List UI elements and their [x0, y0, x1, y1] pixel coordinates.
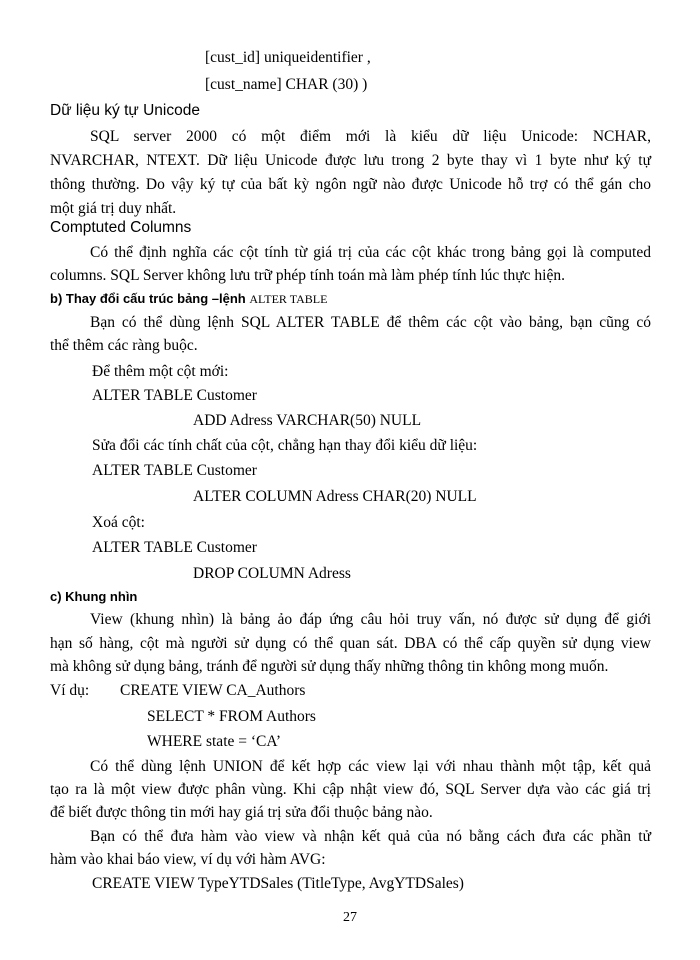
page-number: 27 [343, 910, 357, 925]
code-line: ALTER TABLE Customer [92, 539, 257, 556]
paragraph-line: Có thể dùng lệnh UNION để kết hợp các view lại với nhau thành một tập, kết quả [90, 758, 651, 775]
code-line: SELECT * FROM Authors [147, 708, 316, 725]
paragraph-line: NVARCHAR, NTEXT. Dữ liệu Unicode được lưu trong 2 byte thay vì 1 byte như ký tự [50, 152, 651, 169]
code-line: ALTER TABLE Customer [92, 387, 257, 404]
subsection-heading [50, 289, 327, 309]
paragraph-line: để biết được thông tin mới hay giá trị sửa đổi thuộc bảng nào. [50, 804, 433, 821]
code-line: CREATE VIEW TypeYTDSales (TitleType, AvgYTDSales) [92, 875, 464, 892]
paragraph-line: hạn số hàng, cột mà người sử dụng có thể quan sát. DBA có thể cấp quyền sử dụng view [50, 635, 651, 652]
paragraph-line: SQL server 2000 có một điểm mới là kiểu dữ liệu Unicode: NCHAR, [90, 128, 651, 145]
paragraph-line: mà không sử dụng bảng, tránh để người sử dụng thấy những thông tin không mong muốn. [50, 658, 609, 675]
paragraph-line: Bạn có thể dùng lệnh SQL ALTER TABLE để thêm các cột vào bảng, bạn cũng có [90, 314, 651, 331]
paragraph-line: Bạn có thể đưa hàm vào view và nhận kết quả của nó bằng cách đưa các phần tử [90, 828, 651, 845]
code-line: ALTER COLUMN Adress CHAR(20) NULL [193, 488, 477, 505]
code-line: [cust_id] uniqueidentifier , [205, 49, 371, 66]
code-line: [cust_name] CHAR (30) ) [205, 76, 368, 93]
paragraph-line: một giá trị duy nhất. [50, 200, 177, 217]
code-line: DROP COLUMN Adress [193, 565, 351, 582]
paragraph-line: tạo ra là một view được phân vùng. Khi cập nhật view đó, SQL Server dựa vào các giá trị [50, 781, 651, 798]
paragraph-line: View (khung nhìn) là bảng ảo đáp ứng câu hỏi truy vấn, nó được sử dụng để giới [90, 611, 651, 628]
example-label: Ví dụ: [50, 682, 90, 699]
paragraph-line: Xoá cột: [92, 514, 145, 531]
paragraph-line: thể thêm các ràng buộc. [50, 337, 198, 354]
paragraph-line: Để thêm một cột mới: [92, 363, 229, 380]
code-line: ADD Adress VARCHAR(50) NULL [193, 412, 422, 429]
code-line: ALTER TABLE Customer [92, 462, 257, 479]
section-heading: Dữ liệu ký tự Unicode [50, 102, 200, 119]
paragraph-line: columns. SQL Server không lưu trữ phép tính toán mà làm phép tính lúc thực hiện. [50, 267, 565, 284]
paragraph-line: Có thể định nghĩa các cột tính từ giá trị của các cột khác trong bảng gọi là computed [90, 244, 651, 261]
code-line: WHERE state = ‘CA’ [147, 733, 282, 750]
section-heading: Comptuted Columns [50, 219, 192, 236]
subsection-heading: c) Khung nhìn [50, 589, 138, 604]
subsection-heading-text: b) Thay đổi cấu trúc bảng –lệnh [50, 291, 246, 306]
code-line: CREATE VIEW CA_Authors [120, 682, 306, 699]
paragraph-line: thông thường. Do vậy ký tự của bất kỳ ngôn ngữ nào được Unicode hỗ trợ có thể gán cho [50, 176, 651, 193]
paragraph-line: hàm vào khai báo view, ví dụ với hàm AVG: [50, 851, 326, 868]
paragraph-line: Sửa đổi các tính chất của cột, chẳng hạn thay đổi kiểu dữ liệu: [92, 437, 478, 454]
subsection-heading-code: ALTER TABLE [249, 292, 328, 306]
